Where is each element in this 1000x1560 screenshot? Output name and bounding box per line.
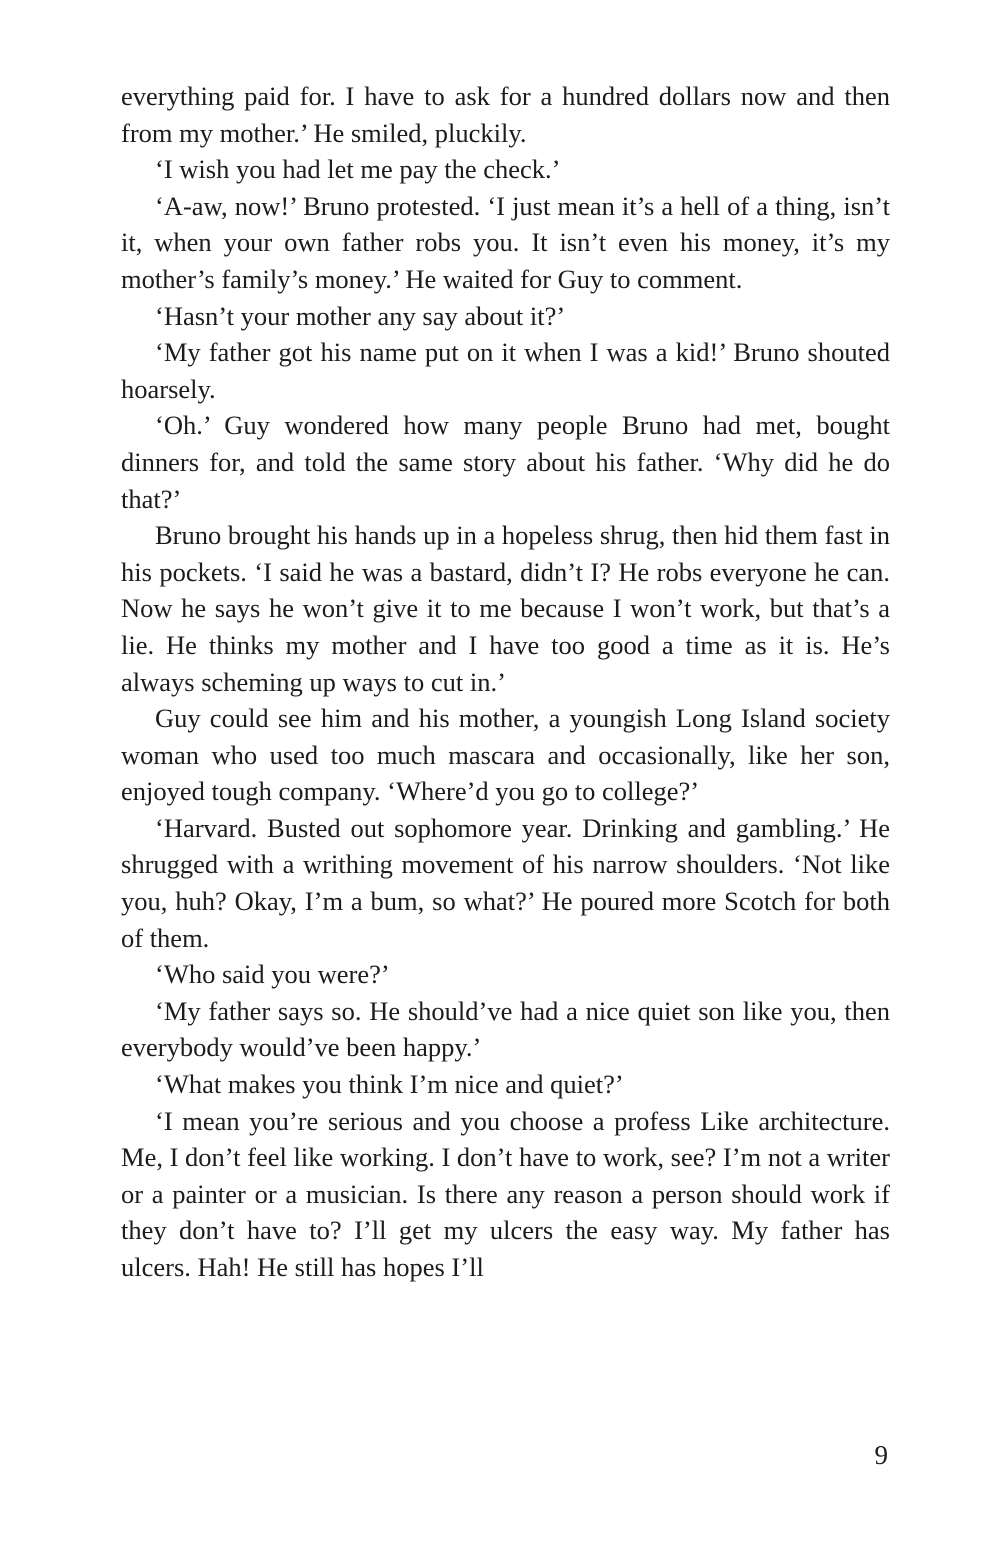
paragraph-continued: everything paid for. I have to ask for a hundred dollars now and then from my mother.’ He smiled, pluckily. [121, 81, 890, 148]
page-number: 9 [874, 1440, 888, 1470]
paragraph: ‘I wish you had let me pay the check.’ [155, 154, 561, 185]
paragraph: ‘Oh.’ Guy wondered how many people Bruno had met, bought dinners for, and told the same story about his father. ‘Why did he do that?’ [121, 410, 890, 514]
paragraph: ‘Harvard. Busted out sophomore year. Drinking and gambling.’ He shrugged with a writhing movement of his narrow shoulders. ‘Not like you, huh? Okay, I’m a bum, so what?’ He poured more Scotch for both of them. [121, 812, 890, 953]
paragraph: ‘Who said you were?’ [155, 959, 390, 990]
body-text [121, 78, 890, 1286]
paragraph: ‘I mean you’re serious and you choose a profess Like architecture. Me, I don’t feel like working. I don’t have to work, see? I’m not a writer or a painter or a musician. Is there any reason a person should work if they don’t have to? I’ll get my ulcers the easy way. My father has ulcers. Hah! He still has hopes I’ll [121, 1105, 890, 1282]
paragraph: ‘My father says so. He should’ve had a nice quiet son like you, then everybody would’ve been happy.’ [121, 995, 890, 1063]
paragraph: ‘A-aw, now!’ Bruno protested. ‘I just mean it’s a hell of a thing, isn’t it, when your own father robs you. It isn’t even his money, it’s my mother’s family’s money.’ He waited for Guy to comment. [121, 190, 890, 294]
paragraph: ‘My father got his name put on it when I was a kid!’ Bruno shouted hoarsely. [121, 337, 890, 404]
paragraph: ‘What makes you think I’m nice and quiet?’ [155, 1069, 624, 1100]
paragraph: Bruno brought his hands up in a hopeless shrug, then hid them fast in his pockets. ‘I said he was a bastard, didn’t I? He robs everyone he can. Now he says he won’t give it to me because I won’t work, but that’s a lie. He thinks my mother and I have too good a time as it is. He’s always scheming up ways to cut in.’ [121, 520, 890, 697]
paragraph: ‘Hasn’t your mother any say about it?’ [155, 300, 566, 331]
paragraph: Guy could see him and his mother, a youngish Long Island society woman who used too much mascara and occasionally, like her son, enjoyed tough company. ‘Where’d you go to college?’ [121, 703, 890, 807]
